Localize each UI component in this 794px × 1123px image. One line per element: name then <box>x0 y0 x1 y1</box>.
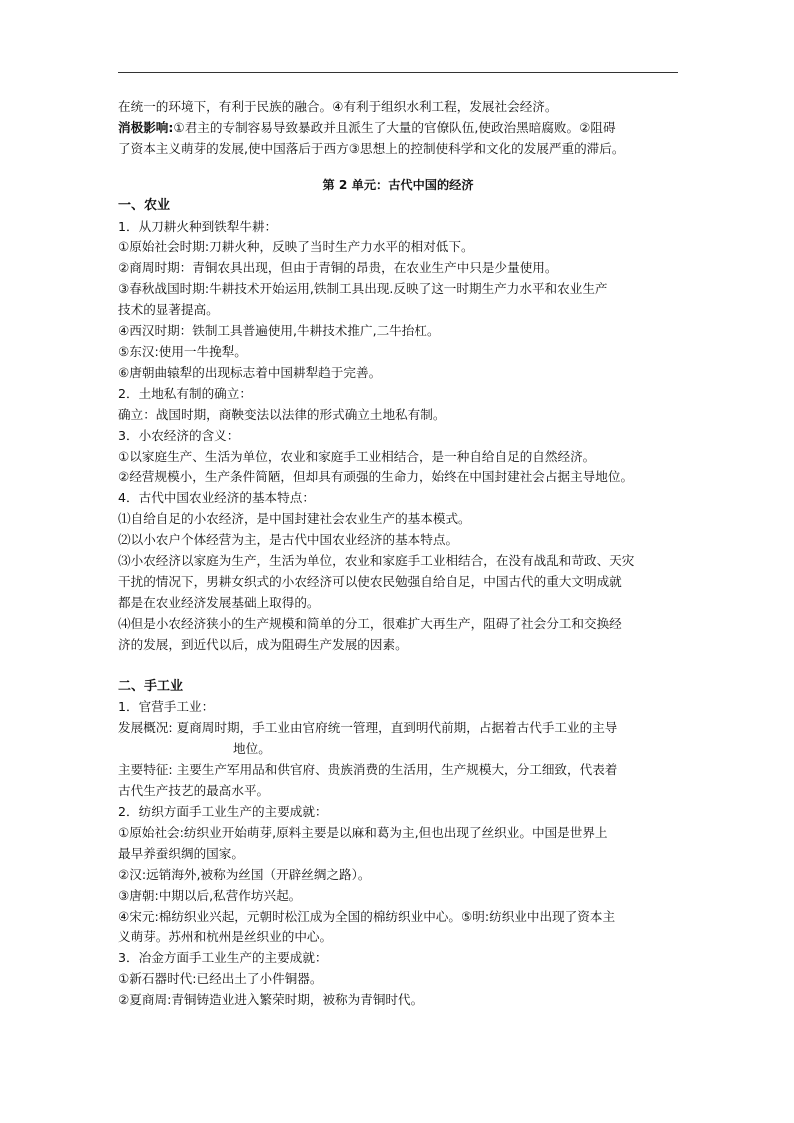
document-page <box>118 72 678 1011</box>
text-line: ⑤东汉:使用一牛挽犁。 <box>118 343 247 359</box>
text-line: 主要特征: 主要生产军用品和供官府、贵族消费的生活用，生产规模大，分工细致，代表着 <box>118 762 618 778</box>
text-line: 都是在农业经济发展基础上取得的。 <box>118 594 320 610</box>
section-heading-agriculture: 一、农业 <box>118 197 171 213</box>
text-line: ④西汉时期：铁制工具普遍使用,牛耕技术推广,二牛抬杠。 <box>118 323 440 339</box>
text-line: ②商周时期：青铜农具出现，但由于青铜的昂贵，在农业生产中只是少量使用。 <box>118 260 558 276</box>
text-line: ③春秋战国时期:牛耕技术开始运用,铁制工具出现.反映了这一时期生产力水平和农业生产 <box>118 281 608 297</box>
text-line: 济的发展，到近代以后，成为阻碍生产发展的因素。 <box>118 636 408 652</box>
text-line: ①原始社会时期:刀耕火种，反映了当时生产力水平的相对低下。 <box>118 239 474 255</box>
text-line: 3．冶金方面手工业生产的主要成就： <box>118 950 328 966</box>
text-line: 4．古代中国农业经济的基本特点： <box>118 490 315 506</box>
section-handicraft-body <box>118 697 678 1011</box>
negative-impact-line-1 <box>118 118 678 139</box>
text-line: 干扰的情况下，男耕女织式的小农经济可以使农民勉强自给自足，中国古代的重大文明成就 <box>118 573 622 589</box>
text-line: 2．土地私有制的确立： <box>118 385 252 401</box>
text-line: 3．小农经济的含义： <box>118 427 240 443</box>
intro-line: 在统一的环境下，有利于民族的融合。④有利于组织水利工程，发展社会经济。 <box>118 99 558 114</box>
text-line: 最早养蚕织绸的国家。 <box>118 845 244 861</box>
text-line: ⑴自给自足的小农经济，是中国封建社会农业生产的基本模式。 <box>118 511 471 527</box>
text-line: 1．官营手工业： <box>118 699 215 715</box>
negative-impact-label: 消极影响: <box>118 119 174 135</box>
section-agriculture-body <box>118 217 678 656</box>
text-line: ⑵以小农户个体经营为主，是古代中国农业经济的基本特点。 <box>118 532 459 548</box>
section-heading-handicraft: 二、手工业 <box>118 678 184 694</box>
unit-title: 第 2 单元：古代中国的经济 <box>322 177 474 192</box>
text-line: ③唐朝:中期以后,私营作坊兴起。 <box>118 887 302 903</box>
text-line: ①以家庭生产、生活为单位，农业和家庭手工业相结合，是一种自给自足的自然经济。 <box>118 448 596 464</box>
text-line: ⑷但是小农经济狭小的生产规模和简单的分工，很难扩大再生产，阻碍了社会分工和交换经 <box>118 615 622 631</box>
text-line: ②经营规模小，生产条件简陋，但却具有顽强的生命力，始终在中国封建社会占据主导地位。 <box>118 469 634 485</box>
text-line: 确立：战国时期，商鞅变法以法律的形式确立土地私有制。 <box>118 406 446 422</box>
header-rule <box>118 72 678 73</box>
negative-impact-text: ①君主的专制容易导致暴政并且派生了大量的官僚队伍,使政治黑暗腐败。②阻碍 <box>173 119 616 135</box>
text-line: 1．从刀耕火种到铁犁牛耕： <box>118 218 278 234</box>
text-line: 古代生产技艺的最高水平。 <box>118 783 270 799</box>
text-line: ①原始社会:纺织业开始萌芽,原料主要是以麻和葛为主,但也出现了丝织业。中国是世界上 <box>118 824 608 840</box>
text-line: 技术的显著提高。 <box>118 302 219 318</box>
text-line: ⑥唐朝曲辕犁的出现标志着中国耕犁趋于完善。 <box>118 364 382 380</box>
text-line-indented: 地位。 <box>233 741 271 757</box>
text-line: 义萌芽。苏州和杭州是丝织业的中心。 <box>118 929 333 945</box>
negative-impact-line-2: 了资本主义萌芽的发展,使中国落后于西方③思想上的控制使科学和文化的发展严重的滞后。 <box>118 140 625 156</box>
text-line: 2．纺织方面手工业生产的主要成就： <box>118 804 328 819</box>
section-spacer <box>118 656 678 677</box>
text-line: 发展概况: 夏商周时期，手工业由官府统一管理，直到明代前期，占据着古代手工业的主导 <box>118 720 618 736</box>
text-line: ②汉:远销海外,被称为丝国（开辟丝绸之路）。 <box>118 866 371 882</box>
text-line: ④宋元:棉纺织业兴起，元朝时松江成为全国的棉纺织业中心。⑤明:纺织业中出现了资本主 <box>118 908 616 924</box>
text-line: ②夏商周:青铜铸造业进入繁荣时期，被称为青铜时代。 <box>118 992 424 1008</box>
text-line: ①新石器时代:已经出土了小件铜器。 <box>118 971 323 987</box>
text-line: ⑶小农经济以家庭为生产，生活为单位，农业和家庭手工业相结合，在没有战乱和苛政、天灾 <box>118 553 635 569</box>
